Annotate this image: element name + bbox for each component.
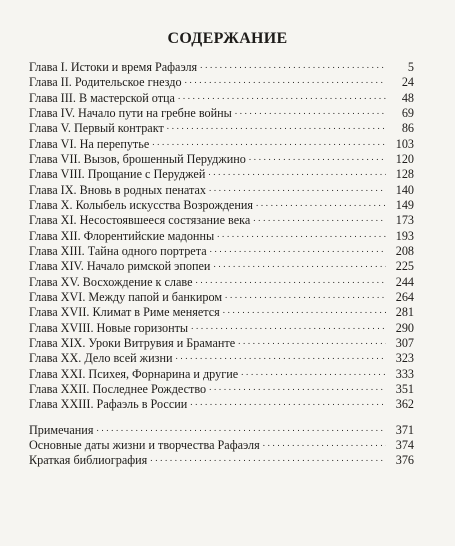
page-title: СОДЕРЖАНИЕ (167, 30, 288, 47)
back-matter-list (29, 423, 414, 469)
toc-entry-page: 281 (395, 305, 414, 320)
dot-leader (195, 272, 386, 288)
dot-leader (263, 435, 386, 451)
toc-entry-title: Глава I. Истоки и время Рафаэля (29, 60, 198, 74)
toc-entry-title: Глава IX. Вновь в родных пенатах (29, 182, 206, 197)
toc-entry-title: Глава XVIII. Новые горизонты (29, 320, 189, 335)
toc-entry-title: Глава XI. Несостоявшееся состязание века (29, 213, 251, 228)
toc-entry-page: 69 (401, 105, 414, 120)
toc-entry-page: 323 (395, 351, 414, 366)
toc-entry-page: 24 (401, 75, 414, 90)
toc-entry-page: 48 (401, 90, 414, 105)
toc-entry-page: 193 (395, 228, 414, 243)
toc-entry-page: 290 (395, 320, 414, 335)
dot-leader (152, 134, 386, 150)
toc-entry-title: Глава V. Первый контракт (29, 121, 164, 136)
dot-leader (213, 256, 386, 272)
dot-leader (225, 287, 386, 303)
dot-leader (190, 394, 386, 410)
table-of-contents (29, 60, 414, 469)
dot-leader (241, 364, 386, 380)
toc-entry-title: Глава XXII. Последнее Рождество (29, 381, 207, 396)
toc-entry-page: 149 (395, 197, 414, 212)
toc-entry-page: 371 (395, 422, 414, 437)
toc-entry-page: 208 (395, 243, 414, 258)
dot-leader (223, 302, 386, 318)
toc-entry-page: 140 (395, 182, 414, 197)
toc-entry-title: Глава XIV. Начало римской эпопеи (29, 259, 211, 274)
toc-entry-title: Глава IV. Начало пути на гребне войны (29, 105, 232, 120)
toc-entry-title: Глава XXIII. Рафаэль в России (29, 397, 188, 412)
toc-entry-page: 86 (401, 121, 414, 136)
dot-leader (208, 164, 386, 180)
toc-entry-title: Основные даты жизни и творчества Рафаэля (29, 437, 260, 452)
toc-entry-title: Глава III. В мастерской отца (29, 90, 175, 105)
toc-entry-title: Глава XV. Восхождение к славе (29, 274, 193, 289)
toc-entry-title: Глава X. Колыбель искусства Возрождения (29, 197, 253, 212)
toc-entry-title: Глава XIX. Уроки Витрувия и Браманте (29, 335, 236, 350)
toc-entry (29, 453, 414, 468)
toc-entry-title: Глава XXI. Психея, Форнарина и другие (29, 366, 239, 381)
toc-entry-page: 173 (395, 213, 414, 228)
dot-leader (96, 420, 386, 436)
toc-entry-page: 333 (395, 366, 414, 381)
toc-entry-page: 128 (395, 167, 414, 182)
toc-entry-title: Глава XIII. Тайна одного портрета (29, 243, 207, 258)
dot-leader (235, 103, 386, 119)
toc-entry-title: Краткая библиография (29, 453, 148, 468)
dot-leader (178, 88, 386, 104)
dot-leader (185, 72, 386, 88)
toc-entry-page: 374 (395, 437, 414, 452)
toc-entry-page: 225 (395, 259, 414, 274)
dot-leader (175, 348, 386, 364)
toc-entry-title: Глава XII. Флорентийские мадонны (29, 228, 215, 243)
toc-entry-page: 264 (395, 289, 414, 304)
dot-leader (209, 180, 386, 196)
dot-leader (191, 318, 386, 334)
dot-leader (167, 118, 386, 134)
toc-entry-page: 362 (395, 397, 414, 412)
chapter-list (29, 60, 414, 413)
dot-leader (249, 149, 386, 165)
toc-entry-title: Глава XVII. Климат в Риме меняется (29, 305, 220, 320)
toc-entry-title: Глава VIII. Прощание с Перуджей (29, 167, 206, 182)
dot-leader (210, 241, 386, 257)
dot-leader (217, 226, 386, 242)
dot-leader (238, 333, 386, 349)
toc-entry-page: 103 (395, 136, 414, 151)
toc-entry-title: Глава VII. Вызов, брошенный Перуджино (29, 151, 246, 166)
toc-entry-page: 351 (395, 381, 414, 396)
dot-leader (209, 379, 386, 395)
toc-entry (29, 397, 414, 412)
dot-leader (150, 450, 386, 466)
toc-entry-title: Примечания (29, 422, 94, 437)
toc-entry-title: Глава VI. На перепутье (29, 136, 150, 151)
toc-entry-page: 376 (395, 453, 414, 468)
toc-entry-page: 244 (395, 274, 414, 289)
toc-entry-title: Глава XVI. Между папой и банкиром (29, 289, 223, 304)
dot-leader (200, 57, 386, 73)
toc-entry-title: Глава II. Родительское гнездо (29, 75, 182, 90)
dot-leader (256, 195, 386, 211)
toc-entry-page: 5 (407, 60, 414, 74)
toc-entry-title: Глава XX. Дело всей жизни (29, 351, 173, 366)
dot-leader (253, 210, 386, 226)
toc-entry-page: 307 (395, 335, 414, 350)
toc-entry-page: 120 (395, 151, 414, 166)
